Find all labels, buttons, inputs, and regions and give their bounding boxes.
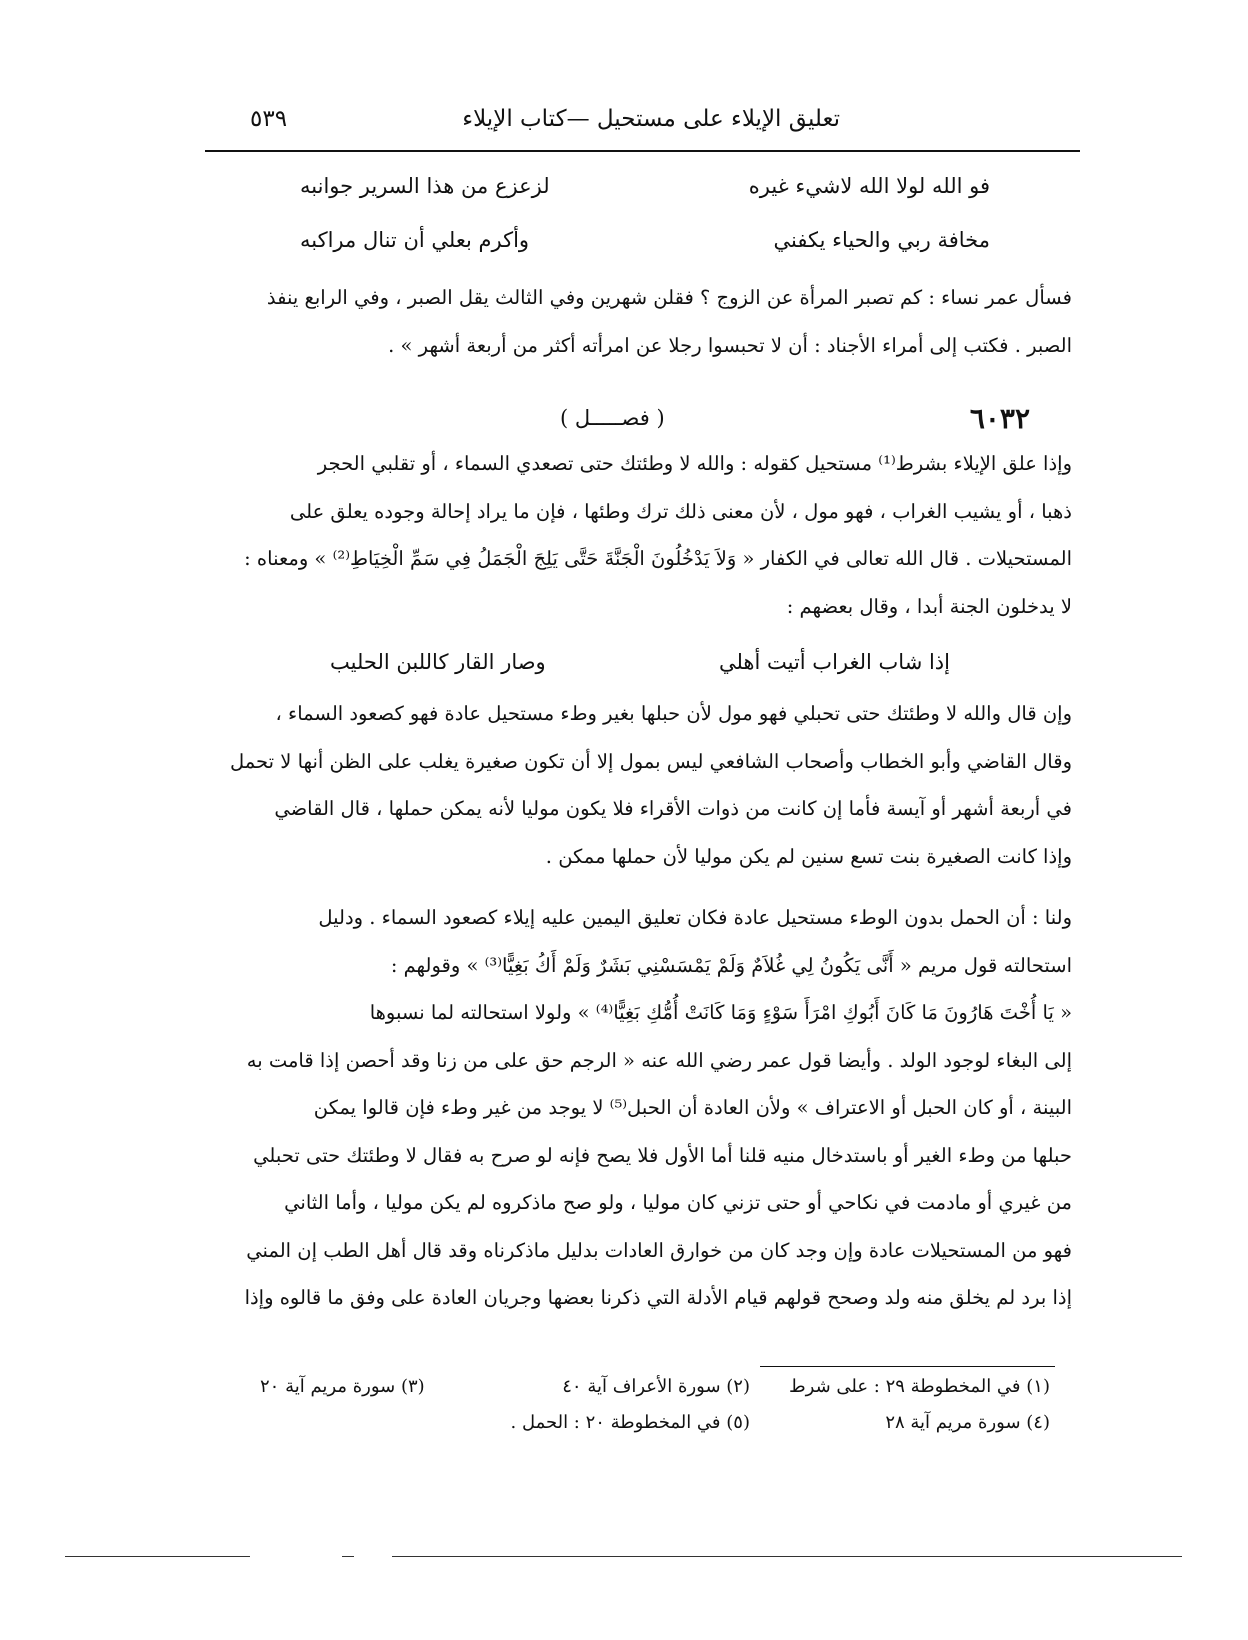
paragraph-3 [222, 690, 1072, 880]
text-line: وقال القاضي وأبو الخطاب وأصحاب الشافعي ليس بمول إلا أن تكون صغيرة يغلب على الظن أنها لا تحمل [230, 749, 1072, 773]
footnote-1: (١) في المخطوطة ٢٩ : على شرط [789, 1376, 1050, 1397]
footnote-4: (٤) سورة مريم آية ٢٨ [885, 1412, 1050, 1433]
text-line: إلى البغاء لوجود الولد . وأيضا قول عمر رضي الله عنه « الرجم حق على من زنا وقد أحصن إذا قامت به [246, 1048, 1072, 1072]
text-line: فسأل عمر نساء : كم تصبر المرأة عن الزوج ؟ فقلن شهرين وفي الثالث يقل الصبر ، وفي الرابع ينفذ [266, 286, 1072, 309]
text-line: في أربعة أشهر أو آيسة فأما إن كانت من ذوات الأقراء فلا يكون موليا لأنه يمكن حملها ، قال القاضي [274, 797, 1072, 820]
verse-second-hemistich: لزعزع من هذا السرير جوانبه [300, 174, 550, 198]
text-line: فهو من المستحيلات عادة وإن وجد كان من خوارق العادات بدليل ماذكرناه وقد قال أهل الطب إن المني [246, 1238, 1072, 1262]
paragraph-2 [222, 440, 1072, 630]
text-line: ذهبا ، أو يشيب الغراب ، فهو مول ، لأن معنى ذلك ترك وطئها ، فإن ما يراد إحالة وجوده يعلق على [289, 499, 1072, 523]
text-line: وإذا علق الإيلاء بشرط⁽¹⁾ مستحيل كقوله : والله لا وطئتك حتى تصعدي السماء ، أو تقلبي الحجر [317, 452, 1072, 475]
section-number: ٦٠٣٢ [969, 402, 1030, 435]
text-line: ولنا : أن الحمل بدون الوطء مستحيل عادة فكان تعليق اليمين عليه إيلاء كصعود السماء . ودليل [318, 906, 1072, 929]
text-line: وإن قال والله لا وطئتك حتى تحبلي فهو مول لأن حبلها بغير وطء مستحيل عادة فهو كصعود السماء ، [275, 702, 1072, 725]
footnote-2: (٢) سورة الأعراف آية ٤٠ [562, 1376, 750, 1397]
header-rule [205, 150, 1080, 152]
poem-verse-3 [330, 644, 950, 688]
page-header [215, 100, 1075, 146]
verse-second-hemistich: وأكرم بعلي أن تنال مراكبه [300, 228, 530, 252]
text-line: لا يدخلون الجنة أبدا ، وقال بعضهم : [786, 594, 1072, 618]
text-line: « يَا أُخْتَ هَارُونَ مَا كَانَ أَبُوكِ امْرَأَ سَوْءٍ وَمَا كَانَتْ أُمُّكِ بَغِيًّا⁽⁴⁾ » ولولا استحالته لما نسبوها [369, 1001, 1072, 1024]
text-line: البينة ، أو كان الحبل أو الاعتراف » ولأن العادة أن الحبل⁽⁵⁾ لا يوجد من غير وطء فإن قالوا يمكن [313, 1096, 1072, 1119]
poem-verse-1 [300, 168, 990, 212]
verse-first-hemistich: مخافة ربي والحياء يكفني [773, 228, 990, 252]
verse-first-hemistich: فو الله لولا الله لاشيء غيره [748, 174, 990, 198]
running-title: تعليق الإيلاء على مستحيل —كتاب الإيلاء [462, 106, 840, 132]
verse-first-hemistich: إذا شاب الغراب أتيت أهلي [718, 650, 950, 674]
footnote-3: (٣) سورة مريم آية ٢٠ [260, 1376, 425, 1397]
text-line: استحالته قول مريم « أَنَّى يَكُونُ لِي غُلاَمٌ وَلَمْ يَمْسَسْنِي بَشَرٌ وَلَمْ أَكُ بَغِيًّا⁽³⁾ » وقولهم : [390, 953, 1072, 977]
bottom-rule-left [65, 1556, 250, 1557]
text-line: من غيري أو مادمت في نكاحي أو حتى تزني كان موليا ، ولو صح ماذكروه لم يكن موليا ، وأما الثاني [284, 1191, 1072, 1214]
footnotes [260, 1374, 1050, 1454]
verse-second-hemistich: وصار القار كاللبن الحليب [330, 650, 546, 674]
text-line: حبلها من وطء الغير أو باستدخال منيه قلنا أما الأول فلا يصح فإنه لو صرح به فقال لا وطئتك حتى تحبلي [253, 1143, 1072, 1167]
page-number: ٥٣٩ [250, 106, 288, 132]
bottom-rule-dash [342, 1556, 354, 1557]
paragraph-4 [222, 894, 1072, 1322]
text-line: إذا برد لم يخلق منه ولد وصحح قولهم قيام الأدلة التي ذكرنا بعضها وجريان العادة على وفق ما قالوه وإذا [244, 1286, 1072, 1309]
text-line: الصبر . فكتب إلى أمراء الأجناد : أن لا تحبسوا رجلا عن امرأته أكثر من أربعة أشهر » . [388, 333, 1072, 357]
paragraph-1 [222, 274, 1072, 369]
bottom-rule-right [392, 1556, 1182, 1557]
footnote-5: (٥) في المخطوطة ٢٠ : الحمل . [510, 1412, 750, 1433]
text-line: وإذا كانت الصغيرة بنت تسع سنين لم يكن موليا لأن حملها ممكن . [545, 844, 1072, 868]
poem-verse-2 [300, 222, 990, 266]
text-line: المستحيلات . قال الله تعالى في الكفار « وَلاَ يَدْخُلُونَ الْجَنَّةَ حَتَّى يَلِجَ الْجَمَلُ فِي سَمِّ الْخِيَاطِ⁽²⁾ » ومعناه : [244, 547, 1072, 570]
section-title: ( فصـــــل ) [560, 406, 665, 430]
footnote-rule [760, 1366, 1055, 1367]
